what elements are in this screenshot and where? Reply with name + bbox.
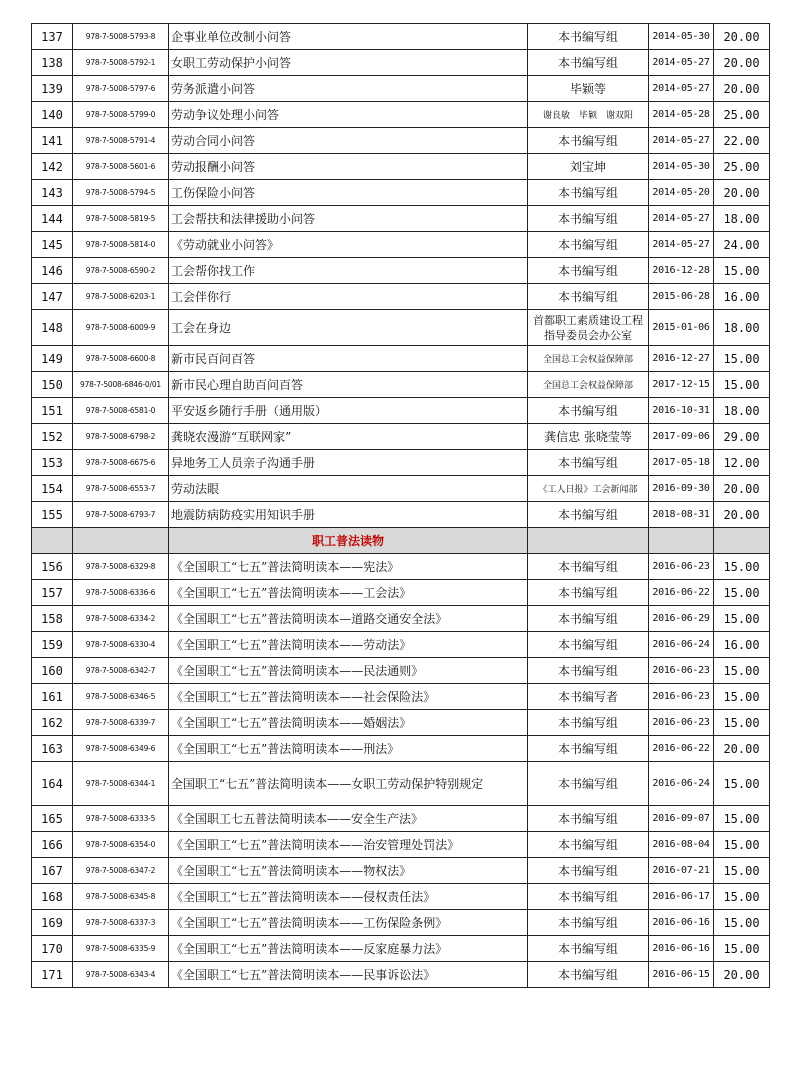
isbn: 978-7-5008-6203-1 (73, 284, 169, 310)
author: 本书编写组 (528, 910, 649, 936)
price: 20.00 (714, 24, 770, 50)
isbn: 978-7-5008-6581-0 (73, 398, 169, 424)
price: 15.00 (714, 884, 770, 910)
row-number: 168 (32, 884, 73, 910)
book-title: 工伤保险小问答 (169, 180, 528, 206)
book-title: 《全国职工“七五”普法简明读本——婚姻法》 (169, 710, 528, 736)
book-catalog-page (31, 23, 770, 988)
author: 《工人日报》工会新闻部 (528, 476, 649, 502)
book-title: 《全国职工“七五”普法简明读本——物权法》 (169, 858, 528, 884)
price: 16.00 (714, 284, 770, 310)
publish-date: 2016-06-22 (649, 580, 714, 606)
price: 18.00 (714, 206, 770, 232)
book-title: 企事业单位改制小问答 (169, 24, 528, 50)
row-number: 137 (32, 24, 73, 50)
publish-date: 2014-05-27 (649, 50, 714, 76)
author: 本书编写组 (528, 128, 649, 154)
row-number: 146 (32, 258, 73, 284)
table-row (32, 284, 770, 310)
publish-date: 2016-06-22 (649, 736, 714, 762)
row-number: 162 (32, 710, 73, 736)
isbn: 978-7-5008-5791-4 (73, 128, 169, 154)
author: 本书编写组 (528, 50, 649, 76)
book-title: 工会在身边 (169, 310, 528, 346)
table-row (32, 206, 770, 232)
publish-date: 2014-05-27 (649, 206, 714, 232)
book-title: 《全国职工“七五”普法简明读本——民事诉讼法》 (169, 962, 528, 988)
row-number: 138 (32, 50, 73, 76)
author: 谢良敏 毕颖 谢双阳 (528, 102, 649, 128)
table-row (32, 372, 770, 398)
isbn: 978-7-5008-5794-5 (73, 180, 169, 206)
table-row (32, 936, 770, 962)
row-number: 140 (32, 102, 73, 128)
book-title: 劳动争议处理小问答 (169, 102, 528, 128)
price: 20.00 (714, 180, 770, 206)
table-row (32, 736, 770, 762)
author: 毕颖等 (528, 76, 649, 102)
author: 本书编写组 (528, 606, 649, 632)
row-number: 161 (32, 684, 73, 710)
book-title: 新市民心理自助百问百答 (169, 372, 528, 398)
book-title: 劳动法眼 (169, 476, 528, 502)
table-row (32, 832, 770, 858)
row-number: 139 (32, 76, 73, 102)
book-title: 《全国职工“七五”普法简明读本——民法通则》 (169, 658, 528, 684)
price: 25.00 (714, 154, 770, 180)
isbn: 978-7-5008-6354-0 (73, 832, 169, 858)
book-title: 女职工劳动保护小问答 (169, 50, 528, 76)
price: 15.00 (714, 580, 770, 606)
publish-date: 2017-05-18 (649, 450, 714, 476)
table-row (32, 884, 770, 910)
book-title: 《全国职工“七五”普法简明读本——劳动法》 (169, 632, 528, 658)
row-number: 165 (32, 806, 73, 832)
author: 本书编写组 (528, 658, 649, 684)
publish-date: 2015-01-06 (649, 310, 714, 346)
table-row (32, 762, 770, 806)
publish-date: 2016-08-04 (649, 832, 714, 858)
author: 本书编写者 (528, 684, 649, 710)
book-title: 《全国职工“七五”普法简明读本——反家庭暴力法》 (169, 936, 528, 962)
isbn: 978-7-5008-6339-7 (73, 710, 169, 736)
row-number: 166 (32, 832, 73, 858)
table-row (32, 398, 770, 424)
author: 本书编写组 (528, 858, 649, 884)
row-number: 156 (32, 554, 73, 580)
publish-date: 2014-05-30 (649, 24, 714, 50)
publish-date: 2016-07-21 (649, 858, 714, 884)
publish-date: 2016-06-23 (649, 658, 714, 684)
row-number: 144 (32, 206, 73, 232)
author: 全国总工会权益保障部 (528, 372, 649, 398)
table-row (32, 554, 770, 580)
table-row (32, 180, 770, 206)
author: 本书编写组 (528, 884, 649, 910)
book-title: 《全国职工“七五”普法简明读本——宪法》 (169, 554, 528, 580)
row-number: 154 (32, 476, 73, 502)
price: 15.00 (714, 710, 770, 736)
author: 本书编写组 (528, 232, 649, 258)
price: 12.00 (714, 450, 770, 476)
publish-date: 2015-06-28 (649, 284, 714, 310)
section-title: 职工普法读物 (169, 528, 528, 554)
author: 本书编写组 (528, 762, 649, 806)
row-number: 152 (32, 424, 73, 450)
isbn: 978-7-5008-6590-2 (73, 258, 169, 284)
price: 20.00 (714, 76, 770, 102)
table-row (32, 76, 770, 102)
price: 15.00 (714, 658, 770, 684)
table-row (32, 50, 770, 76)
row-number: 142 (32, 154, 73, 180)
isbn: 978-7-5008-6346-5 (73, 684, 169, 710)
price: 20.00 (714, 736, 770, 762)
price: 22.00 (714, 128, 770, 154)
isbn: 978-7-5008-6344-1 (73, 762, 169, 806)
price: 15.00 (714, 858, 770, 884)
isbn: 978-7-5008-6793-7 (73, 502, 169, 528)
book-title: 劳务派遣小问答 (169, 76, 528, 102)
author: 本书编写组 (528, 206, 649, 232)
table-row (32, 858, 770, 884)
book-title: 《全国职工“七五”普法简明读本——社会保险法》 (169, 684, 528, 710)
row-number: 148 (32, 310, 73, 346)
isbn: 978-7-5008-6334-2 (73, 606, 169, 632)
isbn: 978-7-5008-5799-0 (73, 102, 169, 128)
price: 18.00 (714, 398, 770, 424)
book-title: 劳动报酬小问答 (169, 154, 528, 180)
isbn: 978-7-5008-6349-6 (73, 736, 169, 762)
author: 全国总工会权益保障部 (528, 346, 649, 372)
table-row (32, 606, 770, 632)
row-number: 141 (32, 128, 73, 154)
price: 20.00 (714, 502, 770, 528)
publish-date: 2016-06-15 (649, 962, 714, 988)
author: 本书编写组 (528, 258, 649, 284)
publish-date: 2014-05-28 (649, 102, 714, 128)
book-title: 劳动合同小问答 (169, 128, 528, 154)
book-title: 全国职工“七五”普法简明读本——女职工劳动保护特别规定 (169, 762, 528, 806)
book-title: 《全国职工“七五”普法简明读本—道路交通安全法》 (169, 606, 528, 632)
table-row (32, 346, 770, 372)
book-title: 《全国职工“七五”普法简明读本——刑法》 (169, 736, 528, 762)
publish-date: 2016-09-07 (649, 806, 714, 832)
book-title: 《全国职工“七五”普法简明读本——治安管理处罚法》 (169, 832, 528, 858)
row-number: 170 (32, 936, 73, 962)
publish-date: 2014-05-27 (649, 76, 714, 102)
author: 本书编写组 (528, 24, 649, 50)
price: 15.00 (714, 910, 770, 936)
author: 本书编写组 (528, 962, 649, 988)
book-title: 异地务工人员亲子沟通手册 (169, 450, 528, 476)
author: 龚信忠 张晓莹等 (528, 424, 649, 450)
publish-date: 2016-10-31 (649, 398, 714, 424)
isbn: 978-7-5008-6330-4 (73, 632, 169, 658)
book-title: 《全国职工七五普法简明读本——安全生产法》 (169, 806, 528, 832)
isbn: 978-7-5008-6846-0/01 (73, 372, 169, 398)
table-row (32, 258, 770, 284)
publish-date: 2014-05-20 (649, 180, 714, 206)
table-row (32, 310, 770, 346)
book-title: 地震防病防疫实用知识手册 (169, 502, 528, 528)
table-row (32, 658, 770, 684)
table-row (32, 684, 770, 710)
isbn: 978-7-5008-5793-8 (73, 24, 169, 50)
row-number: 149 (32, 346, 73, 372)
price: 15.00 (714, 936, 770, 962)
row-number: 151 (32, 398, 73, 424)
table-row (32, 154, 770, 180)
publish-date: 2016-06-23 (649, 684, 714, 710)
publish-date: 2014-05-30 (649, 154, 714, 180)
publish-date: 2016-12-28 (649, 258, 714, 284)
table-row (32, 910, 770, 936)
row-number: 158 (32, 606, 73, 632)
price: 29.00 (714, 424, 770, 450)
row-number: 150 (32, 372, 73, 398)
publish-date: 2016-06-24 (649, 632, 714, 658)
isbn: 978-7-5008-6335-9 (73, 936, 169, 962)
author: 本书编写组 (528, 284, 649, 310)
publish-date: 2014-05-27 (649, 128, 714, 154)
price: 15.00 (714, 346, 770, 372)
table-row (32, 476, 770, 502)
price: 18.00 (714, 310, 770, 346)
table-row (32, 806, 770, 832)
publish-date: 2016-06-24 (649, 762, 714, 806)
book-title: 工会伴你行 (169, 284, 528, 310)
table-row (32, 424, 770, 450)
isbn: 978-7-5008-6333-5 (73, 806, 169, 832)
isbn: 978-7-5008-5814-0 (73, 232, 169, 258)
author: 本书编写组 (528, 736, 649, 762)
book-title: 平安返乡随行手册（通用版） (169, 398, 528, 424)
isbn: 978-7-5008-6798-2 (73, 424, 169, 450)
price: 15.00 (714, 554, 770, 580)
price: 15.00 (714, 806, 770, 832)
isbn: 978-7-5008-6600-8 (73, 346, 169, 372)
publish-date: 2016-06-29 (649, 606, 714, 632)
author: 本书编写组 (528, 554, 649, 580)
isbn: 978-7-5008-6009-9 (73, 310, 169, 346)
publish-date: 2016-06-16 (649, 910, 714, 936)
publish-date: 2016-06-16 (649, 936, 714, 962)
author: 刘宝坤 (528, 154, 649, 180)
row-number: 169 (32, 910, 73, 936)
isbn: 978-7-5008-6336-6 (73, 580, 169, 606)
price: 15.00 (714, 762, 770, 806)
isbn: 978-7-5008-5819-5 (73, 206, 169, 232)
author: 本书编写组 (528, 832, 649, 858)
price: 15.00 (714, 606, 770, 632)
table-row (32, 24, 770, 50)
publish-date: 2017-12-15 (649, 372, 714, 398)
row-number: 167 (32, 858, 73, 884)
author: 本书编写组 (528, 806, 649, 832)
row-number: 155 (32, 502, 73, 528)
author: 本书编写组 (528, 180, 649, 206)
row-number: 157 (32, 580, 73, 606)
table-row (32, 632, 770, 658)
isbn: 978-7-5008-5797-6 (73, 76, 169, 102)
publish-date: 2018-08-31 (649, 502, 714, 528)
book-title: 新市民百问百答 (169, 346, 528, 372)
price: 24.00 (714, 232, 770, 258)
price: 20.00 (714, 962, 770, 988)
isbn: 978-7-5008-5601-6 (73, 154, 169, 180)
table-row (32, 580, 770, 606)
price: 15.00 (714, 372, 770, 398)
author: 本书编写组 (528, 632, 649, 658)
table-row (32, 450, 770, 476)
isbn: 978-7-5008-6345-8 (73, 884, 169, 910)
section-header-row (32, 528, 770, 554)
row-number: 143 (32, 180, 73, 206)
book-catalog-table (31, 23, 770, 988)
price: 20.00 (714, 476, 770, 502)
table-row (32, 102, 770, 128)
isbn: 978-7-5008-6342-7 (73, 658, 169, 684)
book-title: 《全国职工“七五”普法简明读本——工会法》 (169, 580, 528, 606)
table-row (32, 232, 770, 258)
row-number: 159 (32, 632, 73, 658)
isbn: 978-7-5008-6347-2 (73, 858, 169, 884)
author: 本书编写组 (528, 710, 649, 736)
row-number: 163 (32, 736, 73, 762)
isbn: 978-7-5008-6337-3 (73, 910, 169, 936)
row-number: 147 (32, 284, 73, 310)
publish-date: 2016-06-23 (649, 710, 714, 736)
book-title: 《全国职工“七五”普法简明读本——侵权责任法》 (169, 884, 528, 910)
row-number: 153 (32, 450, 73, 476)
isbn: 978-7-5008-6675-6 (73, 450, 169, 476)
price: 15.00 (714, 258, 770, 284)
book-title: 《劳动就业小问答》 (169, 232, 528, 258)
table-row (32, 710, 770, 736)
publish-date: 2017-09-06 (649, 424, 714, 450)
row-number: 160 (32, 658, 73, 684)
author: 本书编写组 (528, 398, 649, 424)
publish-date: 2016-06-17 (649, 884, 714, 910)
publish-date: 2016-12-27 (649, 346, 714, 372)
row-number: 171 (32, 962, 73, 988)
table-row (32, 962, 770, 988)
author: 本书编写组 (528, 936, 649, 962)
book-title: 工会帮你找工作 (169, 258, 528, 284)
book-title: 龚晓农漫游“互联网家” (169, 424, 528, 450)
book-title: 《全国职工“七五”普法简明读本——工伤保险条例》 (169, 910, 528, 936)
price: 16.00 (714, 632, 770, 658)
table-row (32, 128, 770, 154)
table-row (32, 502, 770, 528)
price: 15.00 (714, 684, 770, 710)
isbn: 978-7-5008-6329-8 (73, 554, 169, 580)
book-title: 工会帮扶和法律援助小问答 (169, 206, 528, 232)
author: 本书编写组 (528, 450, 649, 476)
isbn: 978-7-5008-5792-1 (73, 50, 169, 76)
author: 本书编写组 (528, 502, 649, 528)
isbn: 978-7-5008-6343-4 (73, 962, 169, 988)
row-number: 164 (32, 762, 73, 806)
price: 25.00 (714, 102, 770, 128)
author: 本书编写组 (528, 580, 649, 606)
price: 15.00 (714, 832, 770, 858)
publish-date: 2016-09-30 (649, 476, 714, 502)
author: 首都职工素质建设工程指导委员会办公室 (528, 310, 649, 346)
price: 20.00 (714, 50, 770, 76)
isbn: 978-7-5008-6553-7 (73, 476, 169, 502)
publish-date: 2014-05-27 (649, 232, 714, 258)
row-number: 145 (32, 232, 73, 258)
publish-date: 2016-06-23 (649, 554, 714, 580)
